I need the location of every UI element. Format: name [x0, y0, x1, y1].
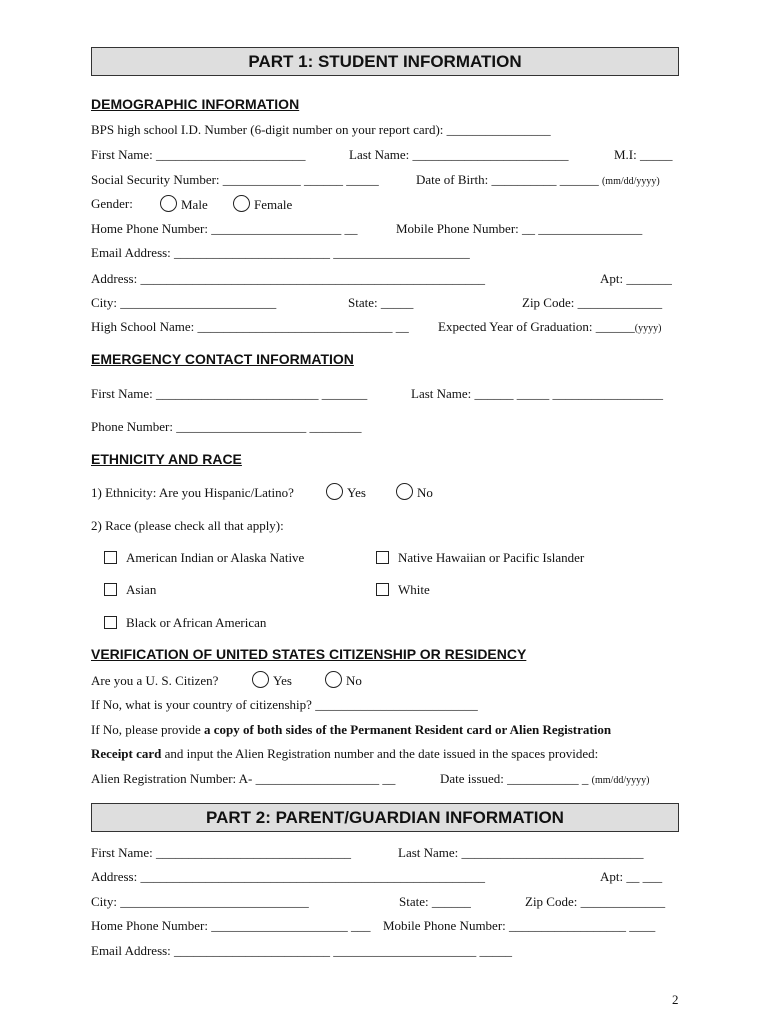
- radio-button[interactable]: [396, 483, 413, 500]
- receipt-bold: Receipt card: [91, 746, 162, 761]
- citizen-no-label: No: [346, 673, 362, 688]
- gender-male-option[interactable]: [160, 195, 208, 213]
- receipt-rest: and input the Alien Registration number and the date issued in the spaces provided:: [161, 746, 599, 761]
- radio-button[interactable]: [325, 671, 342, 688]
- page-number: 2: [672, 992, 679, 1007]
- race-option-asian[interactable]: [104, 582, 156, 598]
- race-option-label: Native Hawaiian or Pacific Islander: [398, 550, 585, 565]
- citizen-question: Are you a U. S. Citizen?: [91, 673, 219, 688]
- citizenship-heading: VERIFICATION OF UNITED STATES CITIZENSHIP OR RESIDENCY: [91, 646, 527, 662]
- student-last-name-field[interactable]: Last Name: ________________________: [349, 147, 569, 162]
- citizen-yes-label: Yes: [273, 673, 292, 688]
- radio-button[interactable]: [252, 671, 269, 688]
- dob-format-hint: (mm/dd/yyyy): [601, 176, 660, 187]
- student-zip-field[interactable]: Zip Code: _____________: [522, 295, 663, 310]
- bps-id-field[interactable]: BPS high school I.D. Number (6-digit number on your report card): ________________: [91, 122, 551, 137]
- emergency-phone-field[interactable]: Phone Number: ____________________ ________: [91, 419, 362, 434]
- parent-mobile-phone-field[interactable]: Mobile Phone Number: __________________ ____: [383, 918, 656, 933]
- race-option-label: White: [398, 582, 430, 597]
- student-mobile-phone-field[interactable]: Mobile Phone Number: __ ________________: [396, 221, 643, 236]
- checkbox[interactable]: [376, 551, 389, 564]
- ethnicity-heading: ETHNICITY AND RACE: [91, 451, 242, 467]
- provide-bold: a copy of both sides of the Permanent Resident card or Alien Registration: [204, 722, 612, 737]
- emergency-first-name-field[interactable]: First Name: _________________________ _______: [91, 386, 368, 401]
- race-option-label: Asian: [126, 582, 157, 597]
- checkbox[interactable]: [104, 551, 117, 564]
- race-option-native-hawaiian[interactable]: [376, 550, 584, 566]
- emergency-heading: EMERGENCY CONTACT INFORMATION: [91, 351, 354, 367]
- student-first-name-field[interactable]: First Name: _______________________: [91, 147, 306, 162]
- race-option-white[interactable]: [376, 582, 430, 598]
- gender-female-option[interactable]: [233, 195, 292, 213]
- gender-label: Gender:: [91, 196, 133, 211]
- checkbox[interactable]: [104, 616, 117, 629]
- hispanic-yes-label: Yes: [347, 485, 366, 500]
- date-issued-label: Date issued: ___________ _: [440, 771, 589, 786]
- parent-zip-field[interactable]: Zip Code: _____________: [525, 894, 666, 909]
- parent-email-field[interactable]: Email Address: ________________________ ______________________ _____: [91, 943, 513, 958]
- dob-label: Date of Birth: __________ ______: [416, 172, 599, 187]
- date-issued-hint: (mm/dd/yyyy): [591, 775, 650, 786]
- parent-first-name-field[interactable]: First Name: ______________________________: [91, 845, 351, 860]
- student-city-field[interactable]: City: ________________________: [91, 295, 277, 310]
- checkbox[interactable]: [104, 583, 117, 596]
- part1-title: PART 1: STUDENT INFORMATION: [91, 47, 679, 76]
- hispanic-yes-option[interactable]: [326, 483, 366, 501]
- student-mi-field[interactable]: M.I: _____: [614, 147, 673, 162]
- radio-button[interactable]: [326, 483, 343, 500]
- parent-city-field[interactable]: City: _____________________________: [91, 894, 309, 909]
- student-email-field[interactable]: Email Address: ________________________ _____________________: [91, 245, 470, 260]
- provide-instructions-line2: [91, 746, 598, 762]
- emergency-last-name-field[interactable]: Last Name: ______ _____ _________________: [411, 386, 664, 401]
- radio-button[interactable]: [160, 195, 177, 212]
- graduation-year-hint: (yyyy): [634, 323, 662, 334]
- citizenship-country-field[interactable]: If No, what is your country of citizenship? _________________________: [91, 697, 478, 712]
- date-issued-field[interactable]: [440, 771, 649, 787]
- race-option-label: American Indian or Alaska Native: [126, 550, 305, 565]
- provide-prefix: If No, please provide: [91, 722, 204, 737]
- parent-state-field[interactable]: State: ______: [399, 894, 471, 909]
- demographic-heading: DEMOGRAPHIC INFORMATION: [91, 96, 300, 112]
- race-question: 2) Race (please check all that apply):: [91, 518, 284, 533]
- hispanic-no-label: No: [417, 485, 433, 500]
- ethnicity-question: 1) Ethnicity: Are you Hispanic/Latino?: [91, 485, 294, 500]
- checkbox[interactable]: [376, 583, 389, 596]
- race-option-american-indian[interactable]: [104, 550, 304, 566]
- dob-field[interactable]: [416, 172, 660, 188]
- high-school-name-field[interactable]: High School Name: ______________________________ __: [91, 319, 409, 334]
- alien-number-field[interactable]: Alien Registration Number: A- ___________________ __: [91, 771, 396, 786]
- graduation-year-field[interactable]: [438, 319, 661, 335]
- citizen-yes-option[interactable]: [252, 671, 292, 689]
- parent-address-field[interactable]: Address: _____________________________________________________: [91, 869, 485, 884]
- parent-last-name-field[interactable]: Last Name: ____________________________: [398, 845, 644, 860]
- race-option-black[interactable]: [104, 615, 266, 631]
- radio-button[interactable]: [233, 195, 250, 212]
- hispanic-no-option[interactable]: [396, 483, 433, 501]
- student-state-field[interactable]: State: _____: [348, 295, 414, 310]
- gender-female-label: Female: [254, 197, 293, 212]
- parent-apt-field[interactable]: Apt: __ ___: [600, 869, 663, 884]
- graduation-year-label: Expected Year of Graduation: ______: [438, 319, 635, 334]
- race-option-label: Black or African American: [126, 615, 267, 630]
- provide-instructions-line1: [91, 722, 611, 738]
- citizen-no-option[interactable]: [325, 671, 362, 689]
- ssn-field[interactable]: Social Security Number: ____________ ______ _____: [91, 172, 379, 187]
- student-apt-field[interactable]: Apt: _______: [600, 271, 672, 286]
- parent-home-phone-field[interactable]: Home Phone Number: _____________________ ___: [91, 918, 371, 933]
- part2-title: PART 2: PARENT/GUARDIAN INFORMATION: [91, 803, 679, 832]
- student-home-phone-field[interactable]: Home Phone Number: ____________________ __: [91, 221, 358, 236]
- gender-male-label: Male: [181, 197, 208, 212]
- student-address-field[interactable]: Address: _____________________________________________________: [91, 271, 485, 286]
